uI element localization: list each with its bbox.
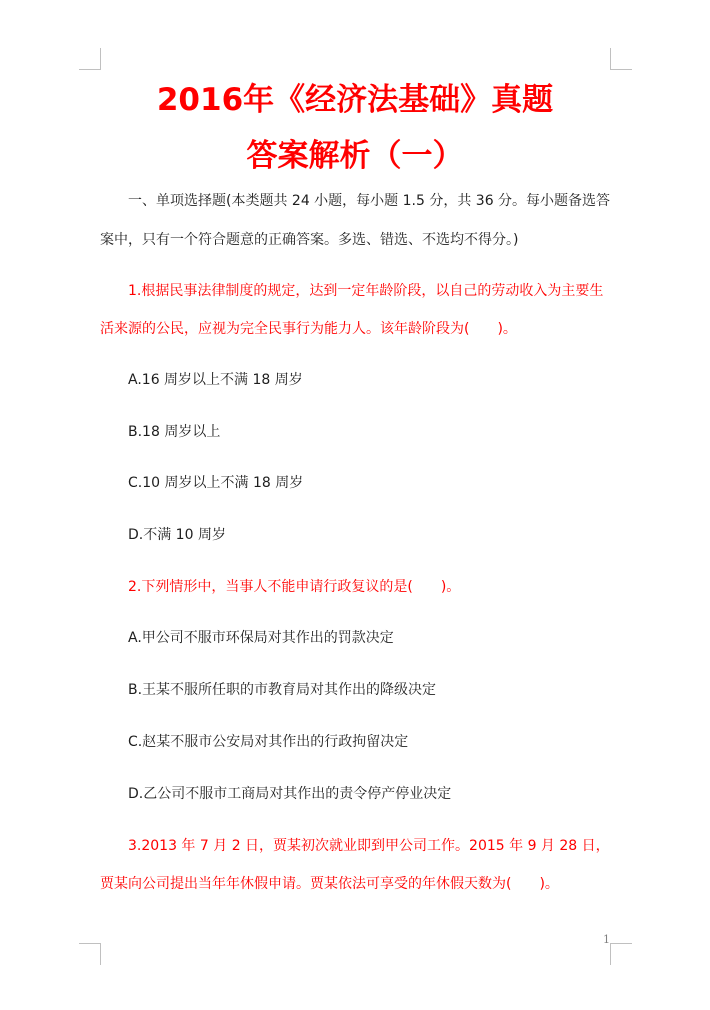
crop-mark-top-left-vertical [100, 48, 101, 70]
question-3-text-line-2: 贾某向公司提出当年年休假申请。贾某依法可享受的年休假天数为( )。 [100, 876, 559, 892]
question-1-text-line-2: 活来源的公民，应视为完全民事行为能力人。该年龄阶段为( )。 [100, 321, 517, 337]
question-2-option-b: B.王某不服所任职的市教育局对其作出的降级决定 [128, 682, 437, 698]
question-1-option-a: A.16 周岁以上不满 18 周岁 [128, 372, 303, 388]
page-number: 1 [603, 933, 610, 946]
question-3-text-line-1: 3.2013 年 7 月 2 日，贾某初次就业即到甲公司工作。2015 年 9 月 28 日， [128, 838, 610, 854]
question-2-option-c: C.赵某不服市公安局对其作出的行政拘留决定 [128, 734, 409, 750]
section-intro-line-1: 一、单项选择题(本类题共 24 小题，每小题 1.5 分，共 36 分。每小题备选答 [128, 193, 611, 209]
document-subtitle: 答案解析（一） [246, 138, 464, 174]
crop-mark-bottom-left-horizontal [79, 943, 101, 944]
crop-mark-top-left-horizontal [79, 69, 101, 70]
crop-mark-bottom-right-horizontal [610, 943, 632, 944]
question-1-option-c: C.10 周岁以上不满 18 周岁 [128, 475, 304, 491]
question-2-text: 2.下列情形中，当事人不能申请行政复议的是( )。 [128, 579, 461, 595]
question-2-option-a: A.甲公司不服市环保局对其作出的罚款决定 [128, 630, 394, 646]
question-2-option-d: D.乙公司不服市工商局对其作出的责令停产停业决定 [128, 786, 452, 802]
crop-mark-top-right-vertical [610, 48, 611, 70]
crop-mark-bottom-left-vertical [100, 943, 101, 965]
question-1-text-line-1: 1.根据民事法律制度的规定，达到一定年龄阶段，以自己的劳动收入为主要生 [128, 283, 604, 299]
question-1-option-d: D.不满 10 周岁 [128, 527, 226, 543]
document-title: 2016年《经济法基础》真题 [156, 82, 554, 118]
crop-mark-bottom-right-vertical [610, 943, 611, 965]
section-intro-line-2: 案中，只有一个符合题意的正确答案。多选、错选、不选均不得分。) [100, 232, 519, 248]
crop-mark-top-right-horizontal [610, 69, 632, 70]
question-1-option-b: B.18 周岁以上 [128, 424, 221, 440]
